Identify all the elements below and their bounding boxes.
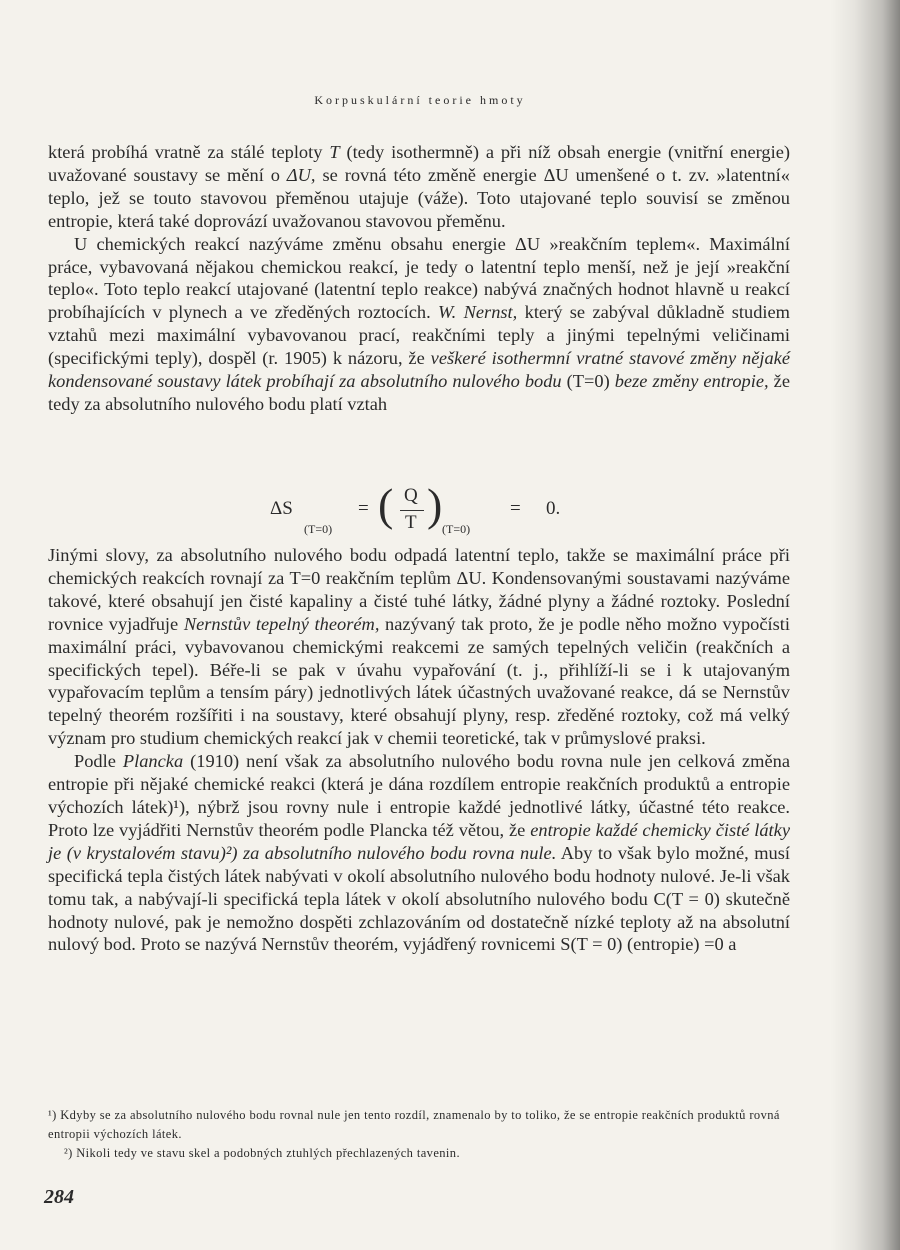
equation-denominator: T xyxy=(405,512,417,533)
italic-text: T xyxy=(329,142,340,162)
text-run: Aby to však bylo možné, musí specifická tepla čistých látek nabývati v okolí absolutního nulového bodu hodnoty nulové. Je-li však tomu tak, a nabývají-li specifická tepla látek v okolí absolutního nulového bodu C(T = 0) skutečně hodnoty nulové, pak je nemožno dospěti zchlazováním od dostatečně nízké teploty až na absolutní nulový bod. Proto se nazývá Nernstův theorém, vyjádřený rovnicemi S(T = 0) (entropie) =0 a xyxy=(48,842,790,955)
italic-text: Nernstův tepelný theorém, xyxy=(183,613,380,634)
text-run: se rovná této změně energie ΔU umenšené o t. zv. »latentní« teplo, jež se touto stavovou přeměnou utajuje (váže). Toto utajované teplo souvisí se změnou entropie, která také doprovází uvažovanou stavovou přeměnu. xyxy=(48,164,790,231)
italic-text: ΔU, xyxy=(286,164,316,185)
equation-equals-2: = xyxy=(510,498,521,519)
paragraph xyxy=(48,233,790,416)
footnote-2: ²) Nikoli tedy ve stavu skel a podobných ztuhlých přechlazených tavenin. xyxy=(64,1146,460,1160)
equation-rhs-subscript: (T=0) xyxy=(442,522,471,536)
text-run: (T=0) xyxy=(561,371,615,392)
italic-text: Plancka xyxy=(122,751,184,772)
text-run: (1910) není však za absolutního nulového bodu rovna nule jen celková změna entropie při nějaké chemické reakci (která je dána rozdílem entropie reakčních produktů a entropie výchozích látek)¹), nýbrž jsou rovny nule i entropie každé jednotlivé látky, účastné této reakce. Proto lze vyjádřiti Nernstův theorém podle Plancka též větou, že xyxy=(48,751,790,840)
equation-result: 0. xyxy=(546,498,561,519)
text-run: Podle xyxy=(74,751,123,772)
footnotes xyxy=(48,1106,790,1163)
equation-numerator: Q xyxy=(404,485,418,506)
text-run: že tedy za absolutního nulového bodu platí vztah xyxy=(48,371,790,414)
footnote-1: ¹) Kdyby se za absolutního nulového bodu rovnal nule jen tento rozdíl, znamenalo by to toliko, že se entropie reakčních produktů rovná entropii výchozích látek. xyxy=(48,1108,780,1141)
equation-lhs-subscript: (T=0) xyxy=(304,522,333,536)
text-run: nazývaný tak proto, že je podle něho možno vypočísti maximální práci, vybavovanou chemickými reakcemi ze samých tepelných veličin (reakčních a specifických tepel). Béře-li se pak v úvahu vypařování (t. j., přihlíží-li se i k utajovaným vypařovacím teplům a tensím páry) jednotlivých látek účastných uvažované reakce, dá se Nernstův tepelný theorém rozšířiti i na soustavy, které obsahují plyny, resp. zředěné roztoky, což má velký význam pro studium chemických reakcí jak v chemii teoretické, tak v průmyslové praksi. xyxy=(48,613,790,749)
left-paren: ( xyxy=(378,479,394,530)
right-paren: ) xyxy=(427,479,443,530)
page-number: 284 xyxy=(44,1186,74,1208)
body-text-lower xyxy=(48,544,790,956)
equation-equals-1: = xyxy=(358,498,369,519)
italic-text: veškeré isothermní vratné stavové změny nějaké kondensované soustavy látek probíhají za absolutního nulového bodu xyxy=(48,348,790,392)
running-head: Korpuskulární teorie hmoty xyxy=(314,93,526,107)
body-text-upper xyxy=(48,141,790,416)
italic-text: W. Nernst, xyxy=(438,302,518,323)
italic-text: beze změny entropie, xyxy=(614,371,769,392)
equation-lhs: ΔS xyxy=(270,498,293,519)
italic-text: entropie každé chemicky čisté látky je (v krystalovém stavu)²) za absolutního nulového bodu rovna nule. xyxy=(48,819,790,863)
paragraph xyxy=(48,750,790,956)
fraction-bar xyxy=(400,510,424,511)
paragraph xyxy=(48,544,790,750)
text-run: U chemických reakcí nazýváme změnu obsahu energie ΔU »reakčním teplem«. Maximální práce, vybavovaná nějakou chemickou reakcí, je tedy o latentní teplo menší, než je její »reakční teplo«. Toto teplo reakcí utajované (latentní teplo reakce) nabývá značných hodnot hlavně u reakcí probíhajících v plynech a ve zředěných roztocích. xyxy=(48,233,790,323)
text-run: (tedy isothermně) a při níž obsah energie (vnitřní energie) uvažované soustavy se mění o xyxy=(48,142,790,185)
paragraph xyxy=(48,141,790,233)
text-run: která probíhá vratně za stálé teploty xyxy=(48,142,330,162)
text-run: který se zabýval důkladně studiem vztahů mezi maximální vybavovanou prací, reakčními teply a jinými tepelnými veličinami (specifickými teply), dospěl (r. 1905) k názoru, že xyxy=(48,302,790,369)
nernst-equation xyxy=(260,479,600,542)
text-run: Jinými slovy, za absolutního nulového bodu odpadá latentní teplo, takže se maximální práce při chemických reakcích rovnají za T=0 reakčním teplům ΔU. Kondensovanými soustavami nazýváme takové, které obsahují jen čisté kapaliny a čisté tuhé látky, žádné plyny a žádné roztoky. Poslední rovnice vyjadřuje xyxy=(48,545,790,634)
book-gutter-shadow xyxy=(830,0,900,1250)
